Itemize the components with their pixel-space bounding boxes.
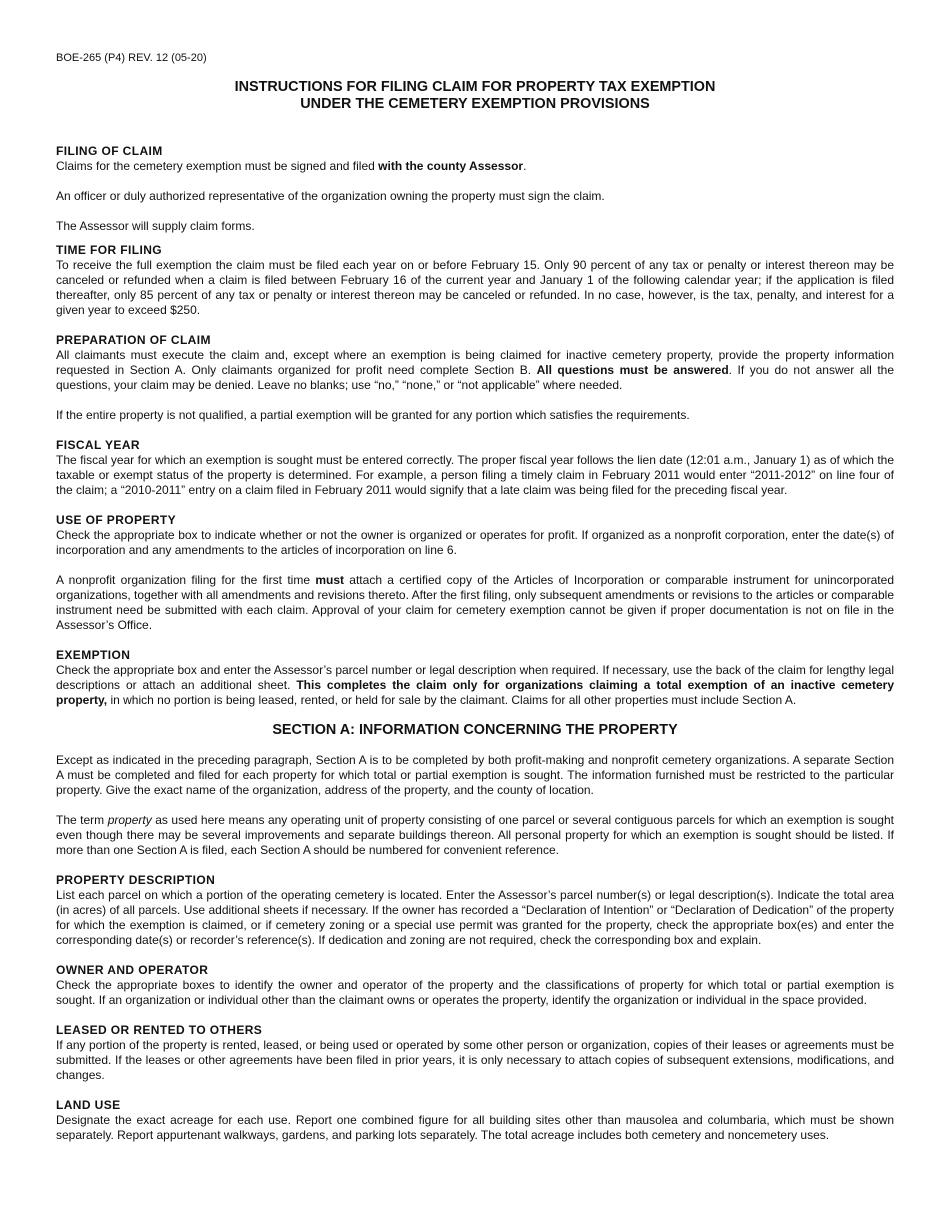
section-a-heading: SECTION A: INFORMATION CONCERNING THE PROPERTY (272, 722, 678, 738)
property-description-paragraph: List each parcel on which a portion of the operating cemetery is located. Enter the Assessor’s parcel number(s) or legal description(s). Indicate the total area (in acres) of all parcels. Use additional sheets if necessary. If the owner has recorded a “Declaration of Intention” or “Declaration of Dedication” of the property for which the exemption is claimed, or if cemetery zoning or a special use permit was granted for the property, check the appropriate box(es) and enter the corresponding date(s) or recorder’s reference(s). If dedication and zoning are not required, check the corresponding box and explain. (56, 888, 894, 947)
owner-and-operator-section (56, 963, 894, 1008)
preparation-of-claim-paragraph-2: If the entire property is not qualified, a partial exemption will be granted for any portion which satisfies the requirements. (56, 408, 690, 422)
exemption-section (56, 648, 894, 708)
time-for-filing-heading: TIME FOR FILING (56, 243, 162, 257)
time-for-filing-paragraph: To receive the full exemption the claim must be filed each year on or before February 15. Only 90 percent of any tax or penalty or interest thereon may be canceled or refunded when a claim is filed between February 16 of the current year and January 1 of the following calendar year; if the application is filed thereafter, only 85 percent of any tax or penalty or interest thereon may be canceled or refunded. In no case, however, is the tax, penalty, and interest for a given year to exceed $250. (56, 258, 894, 317)
preparation-of-claim-paragraph-1: All claimants must execute the claim and, except where an exemption is being claimed for inactive cemetery property, provide the property information requested in Section A. Only claimants organized for profit need complete Section B. All questions must be answered. If you do not answer all the questions, your claim may be denied. Leave no blanks; use “no,” “none,” or “not applicable” where needed. (56, 348, 895, 392)
fiscal-year-paragraph: The fiscal year for which an exemption is sought must be entered correctly. The proper fiscal year follows the lien date (12:01 a.m., January 1) as of which the taxable or exempt status of the property is determined. For example, a person filing a timely claim in February 2011 would enter “2011-2012” on line four of the claim; a “2010-2011” entry on a claim filed in February 2011 would signify that a late claim was being filed for the preceding fiscal year. (56, 453, 894, 497)
instruction-page (56, 52, 894, 1158)
preparation-of-claim-heading: PREPARATION OF CLAIM (56, 333, 211, 347)
preparation-of-claim-section (56, 333, 894, 393)
filing-of-claim-heading: FILING OF CLAIM (56, 144, 163, 158)
use-of-property-paragraph-1: Check the appropriate box to indicate whether or not the owner is organized or operates for profit. If organized as a nonprofit corporation, enter the date(s) of incorporation and any amendments to the articles of incorporation on line 6. (56, 528, 894, 557)
fiscal-year-heading: FISCAL YEAR (56, 438, 140, 452)
land-use-heading: LAND USE (56, 1098, 121, 1112)
use-of-property-paragraph-2: A nonprofit organization filing for the first time must attach a certified copy of the Articles of Incorporation or comparable instrument for unincorporated organizations, together with all amendments and revisions thereto. After the first filing, only subsequent amendments or revisions to the articles or comparable instrument need be submitted with each claim. Approval of your claim for cemetery exemption cannot be given if proper documentation is not on file in the Assessor’s Office. (56, 573, 894, 632)
leased-or-rented-paragraph: If any portion of the property is rented, leased, or being used or operated by some other person or organization, copies of their leases or agreements must be submitted. If the leases or other agreements have been filed in prior years, it is only necessary to attach copies of subsequent extensions, modifications, and changes. (56, 1038, 894, 1082)
filing-of-claim-paragraph-2: An officer or duly authorized representative of the organization owning the property must sign the claim. (56, 189, 605, 203)
leased-or-rented-heading: LEASED OR RENTED TO OTHERS (56, 1023, 263, 1037)
leased-or-rented-section (56, 1023, 894, 1083)
property-description-section (56, 873, 894, 948)
form-id: BOE-265 (P4) REV. 12 (05-20) (56, 52, 207, 64)
section-a-paragraph-1: Except as indicated in the preceding paragraph, Section A is to be completed by both profit-making and nonprofit cemetery organizations. A separate Section A must be completed and filed for each property for which total or partial exemption is sought. The information furnished must be restricted to the particular property. Give the exact name of the organization, address of the property, and the county of location. (56, 753, 894, 797)
section-a-paragraph-2: The term property as used here means any operating unit of property consisting of one parcel or several contiguous parcels for which an exemption is sought even though there may be several improvements and separate buildings thereon. All personal property for which an exemption is sought should be listed. If more than one Section A is filed, each Section A should be numbered for convenient reference. (56, 813, 894, 857)
filing-of-claim-paragraph-3: The Assessor will supply claim forms. (56, 219, 255, 233)
land-use-paragraph: Designate the exact acreage for each use. Report one combined figure for all building sites other than mausolea and columbaria, which must be shown separately. Report appurtenant walkways, gardens, and parking lots separately. The total acreage includes both cemetery and noncemetery uses. (56, 1113, 894, 1142)
title-line-1: INSTRUCTIONS FOR FILING CLAIM FOR PROPERTY TAX EXEMPTION (234, 79, 716, 95)
use-of-property-section (56, 513, 894, 558)
property-description-heading: PROPERTY DESCRIPTION (56, 873, 216, 887)
exemption-paragraph: Check the appropriate box and enter the Assessor’s parcel number or legal description when required. If necessary, use the back of the claim for lengthy legal descriptions or attach an additional sheet. This completes the claim only for organizations claiming a total exemption of an inactive cemetery property, in which no portion is being leased, rented, or held for sale by the claimant. Claims for all other properties must include Section A. (56, 663, 894, 707)
land-use-section (56, 1098, 894, 1143)
owner-and-operator-paragraph: Check the appropriate boxes to identify the owner and operator of the property and the classifications of property for which total or partial exemption is sought. If an organization or individual other than the claimant owns or operates the property, identify the organization or individual in the space provided. (56, 978, 894, 1007)
title-line-2: UNDER THE CEMETERY EXEMPTION PROVISIONS (300, 96, 650, 112)
time-for-filing-section (56, 243, 894, 318)
exemption-heading: EXEMPTION (56, 648, 131, 662)
owner-and-operator-heading: OWNER AND OPERATOR (56, 963, 209, 977)
filing-of-claim-paragraph-1: Claims for the cemetery exemption must be signed and filed with the county Assessor. (56, 159, 527, 173)
page-title (56, 79, 894, 113)
fiscal-year-section (56, 438, 894, 498)
filing-of-claim-section (56, 144, 894, 174)
use-of-property-heading: USE OF PROPERTY (56, 513, 177, 527)
